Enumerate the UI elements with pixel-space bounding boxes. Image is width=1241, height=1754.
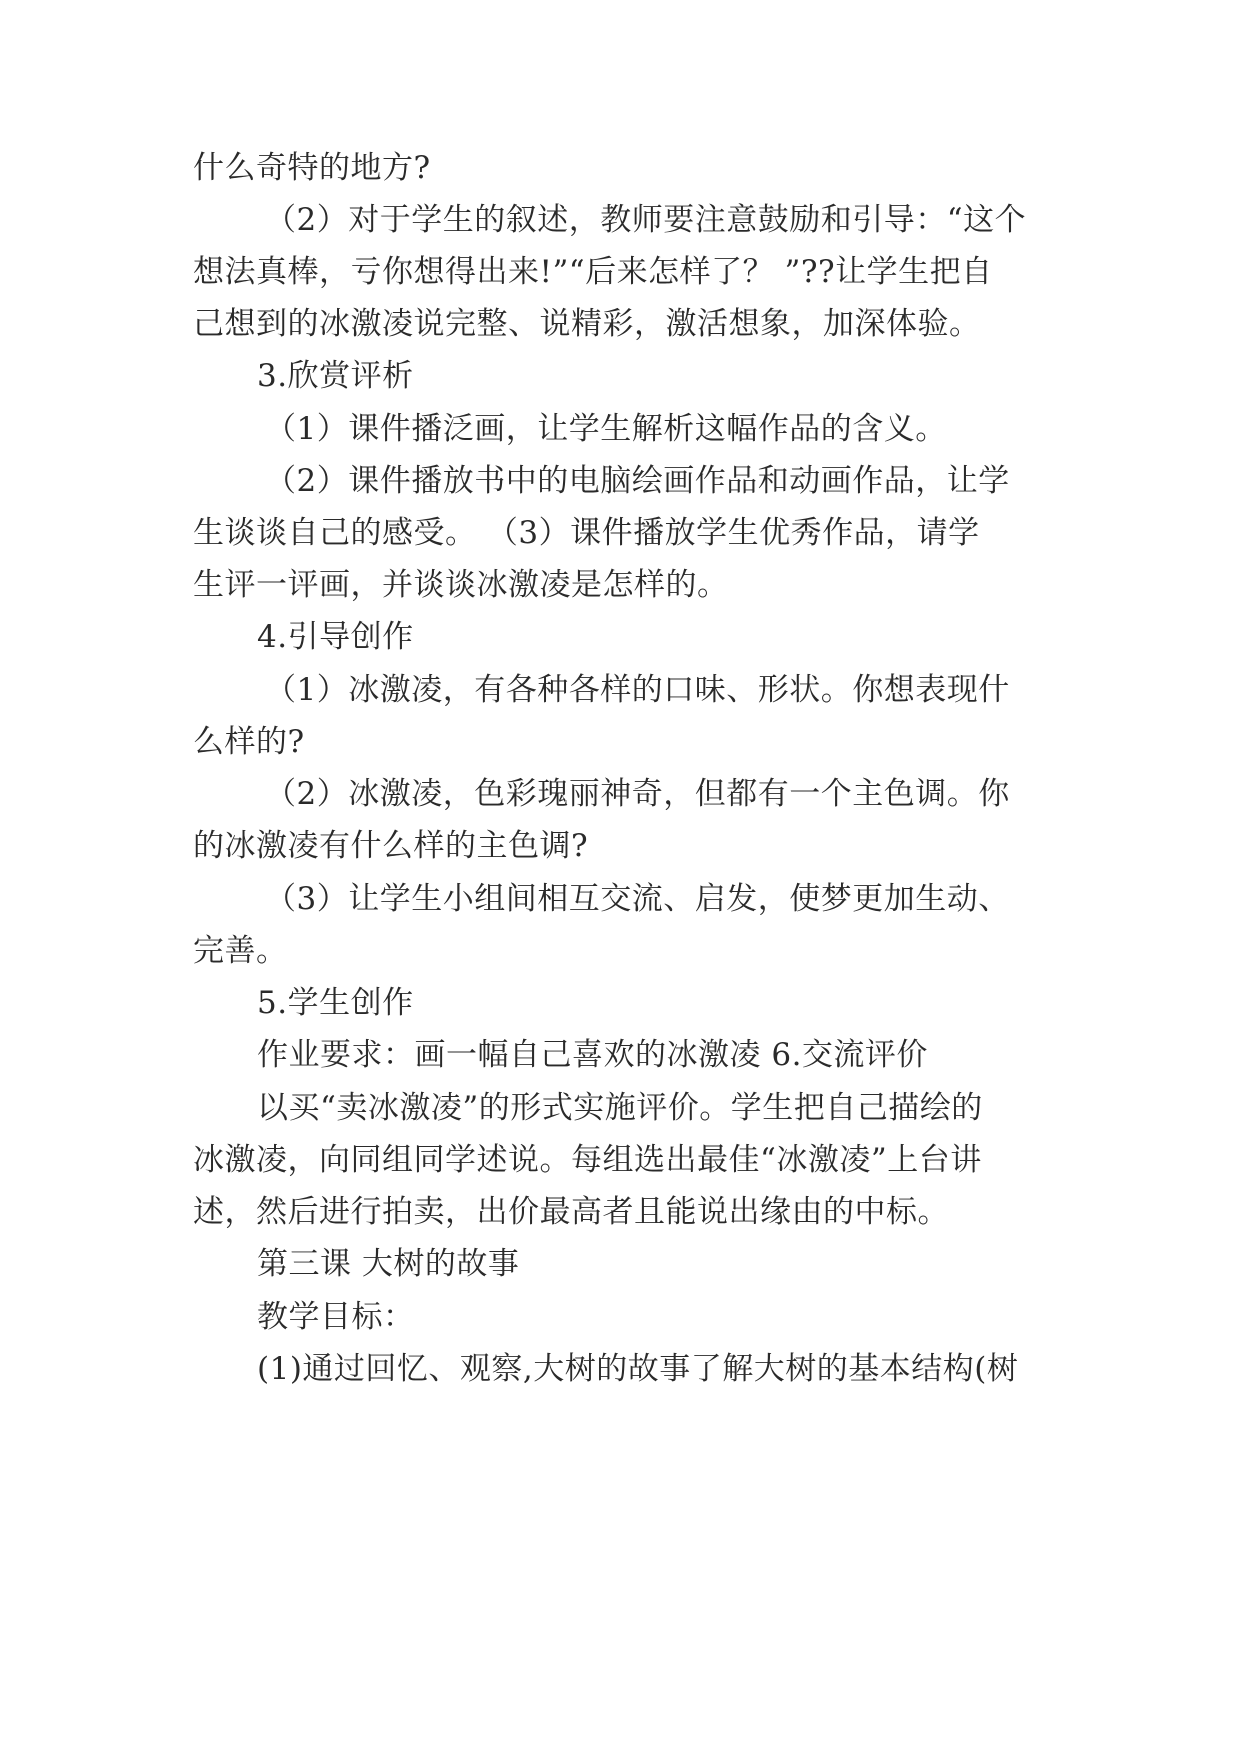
text-line: （1）冰激凌，有各种各样的口味、形状。你想表现什 [265,672,1010,708]
text-line: （3）让学生小组间相互交流、启发，使梦更加生动、 [265,881,1010,917]
section-heading: 教学目标： [257,1299,415,1335]
text-line: 什么奇特的地方? [193,150,431,186]
text-line: 么样的? [193,724,305,760]
text-line: 生谈谈自己的感受。 （3）课件播放学生优秀作品，请学 [193,515,980,551]
text-line: （2）冰激凌，色彩瑰丽神奇，但都有一个主色调。你 [265,776,1010,812]
text-line: 生评一评画，并谈谈冰激凌是怎样的。 [193,567,729,603]
text-line: （2）对于学生的叙述，教师要注意鼓励和引导：“这个 [265,202,1027,238]
text-line: (1)通过回忆、观察,大树的故事了解大树的基本结构(树 [257,1351,1019,1387]
text-line: 作业要求：画一幅自己喜欢的冰激凌 6.交流评价 [257,1037,928,1073]
text-line: 完善。 [193,933,288,969]
text-line: 述，然后进行拍卖，出价最高者且能说出缘由的中标。 [193,1194,949,1230]
section-heading: 3.欣赏评析 [257,358,414,394]
section-heading: 4.引导创作 [257,619,414,655]
text-line: 己想到的冰激凌说完整、说精彩，激活想象，加深体验。 [193,306,981,342]
text-line: （2）课件播放书中的电脑绘画作品和动画作品，让学 [265,463,1010,499]
text-line: 想法真棒，亏你想得出来!”“后来怎样了？ ”??让学生把自 [193,254,993,290]
lesson-title: 第三课 大树的故事 [257,1246,520,1282]
section-heading: 5.学生创作 [257,985,414,1021]
text-line: （1）课件播泛画，让学生解析这幅作品的含义。 [265,411,947,447]
text-line: 以买“卖冰激凌”的形式实施评价。学生把自己描绘的 [257,1090,983,1126]
text-line: 冰激凌，向同组同学述说。每组选出最佳“冰激凌”上台讲 [193,1142,982,1178]
text-line: 的冰激凌有什么样的主色调? [193,828,589,864]
